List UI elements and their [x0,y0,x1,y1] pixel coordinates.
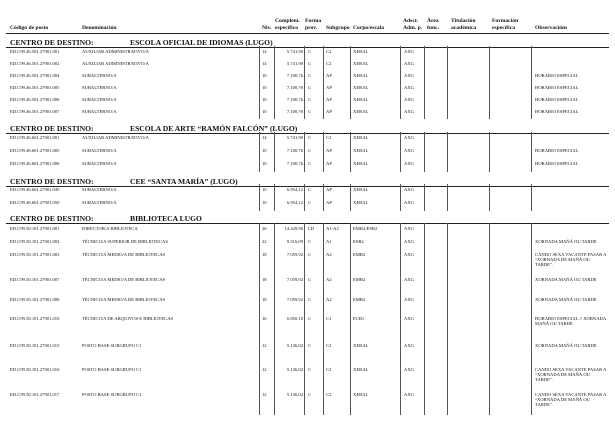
cell-observacions: CANDO SEXA VACANTE PASAR A “XORNADA DE MAÑÁ OU TARDE”. [535,252,607,268]
cell-adscricion: AXG [404,187,414,192]
cell-forma: C [308,239,312,244]
cell-codigo: ED.C99.46.501.27901.006 [10,97,60,102]
cell-corpo: ECB1 [353,316,365,321]
cell-complemento: 5.741,90 [286,135,303,140]
cell-denominacion: TÉCNICO/A SUPERIOR DE BIBLIOTECAS [82,239,168,244]
cell-complemento: 7.100,76 [286,97,303,102]
table-row [0,276,615,296]
cell-nivel: 12 [262,392,267,397]
cell-adscricion: AXG [404,297,414,302]
table-row [0,186,615,199]
cell-forma: C [308,109,312,114]
centro-label: CENTRO DE DESTINO: [10,38,94,47]
header-titulacion-2: académica [451,25,477,31]
cell-complemento: 7.059,92 [286,252,303,257]
cell-subgrupo: AP [326,109,332,114]
cell-forma: LD [308,226,315,231]
cell-subgrupo: AP [326,97,332,102]
cell-complemento: 7.100,76 [286,109,303,114]
cell-forma: C [308,343,312,348]
column-divider [323,223,324,415]
column-divider [259,223,260,415]
header-formacion-2: específica [492,25,515,31]
cell-denominacion: SUBALTERNO/A [82,85,117,90]
cell-nivel: 18 [262,252,267,257]
cell-complemento: 6.954,12 [286,187,303,192]
cell-nivel: 10 [262,73,267,78]
table-row [0,48,615,60]
cell-observacions: HORARIO ESPECIAL // XORNADA MAÑÁ OU TARDE [535,316,606,327]
column-divider [531,184,532,211]
cell-corpo: XERAL [353,135,369,140]
cell-adscricion: AXG [404,61,414,66]
table-row [0,72,615,84]
section-title [10,177,238,186]
column-divider [424,223,425,415]
column-divider [531,46,532,119]
column-divider [350,132,351,172]
cell-observacions: XORNADA MAÑÁ OU TARDE [535,239,597,244]
column-divider [424,132,425,172]
header-observacions: Observacións [535,25,568,31]
cell-denominacion: AUXILIAR ADMINISTRATIVO/A [82,135,149,140]
cell-subgrupo: C2 [326,61,332,66]
cell-subgrupo: AP [326,85,332,90]
header-adscricion-1: Adscr. [403,18,419,24]
cell-complemento: 7.100,76 [286,161,303,166]
section-title [10,124,297,133]
cell-codigo: ED.C99.50.101.27901.016 [10,367,60,372]
cell-denominacion: DIRECTOR/A BIBLIOTECA [82,226,138,231]
header-rule [6,33,609,34]
cell-denominacion: SUBALTERNO/A [82,161,117,166]
header-area-1: Área [427,18,439,24]
cell-adscricion: AXG [404,252,414,257]
cell-codigo: ED.C99.50.101.27901.007 [10,277,60,282]
cell-subgrupo: AP [326,148,332,153]
cell-forma: C [308,135,312,140]
column-divider [259,184,260,211]
cell-forma: C [308,252,312,257]
cell-complemento: 5.136,02 [286,343,303,348]
centro-name: ESCOLA OFICIAL DE IDIOMAS (LUGO) [130,38,273,47]
cell-codigo: ED.C99.46.601.27901.005 [10,148,60,153]
centro-name: BIBLIOTECA LUGO [130,214,202,223]
cell-corpo: XERAL [353,148,369,153]
cell-forma: C [308,161,312,166]
cell-observacions: XORNADA MAÑÁ OU TARDE [535,277,597,282]
table-row [0,96,615,108]
cell-nivel: 14 [262,49,267,54]
cell-complemento: 5.741,90 [286,49,303,54]
header-nivel: Niv. [262,25,272,31]
header-formacion-1: Formación [492,18,519,24]
cell-denominacion: TÉCNICO/A DE ARQUIVOS E BIBLIOTECAS [82,316,174,321]
table-row [0,238,615,251]
table-row [0,342,615,366]
cell-forma: C [308,277,312,282]
column-divider [274,184,275,211]
table-row [0,147,615,160]
column-divider [400,184,401,211]
centro-name: ESCOLA DE ARTE “RAMÓN FALCÓN” (LUGO) [130,124,298,133]
column-divider [350,46,351,119]
table-row [0,296,615,315]
cell-codigo: ED.C99.50.101.27901.008 [10,297,60,302]
column-divider [424,184,425,211]
cell-denominacion: SUBALTERNO/A [82,200,117,205]
cell-nivel: 10 [262,161,267,166]
cell-corpo: ESB2 [353,239,364,244]
cell-nivel: 10 [262,97,267,102]
cell-corpo: XERAL [353,367,369,372]
cell-forma: C [308,61,312,66]
column-divider [350,223,351,415]
cell-subgrupo: C2 [326,367,332,372]
column-divider [531,223,532,415]
column-divider [400,46,401,119]
cell-codigo: ED.C99.50.101.27901.002 [10,239,60,244]
cell-complemento: 7.100,76 [286,73,303,78]
cell-corpo: EMB2 [353,277,366,282]
cell-observacions: HORARIO ESPECIAL [535,73,579,78]
cell-corpo: XERAL [353,97,369,102]
cell-forma: C [308,85,312,90]
cell-adscricion: AXG [404,73,414,78]
cell-forma: C [308,297,312,302]
cell-complemento: 7.059,92 [286,277,303,282]
cell-nivel: 10 [262,85,267,90]
column-divider [531,132,532,172]
cell-complemento: 7.100,76 [286,148,303,153]
cell-observacions: HORARIO ESPECIAL [535,161,579,166]
cell-subgrupo: C2 [326,343,332,348]
cell-corpo: XERAL [353,343,369,348]
header-denominacion: Denominación [82,25,117,31]
cell-corpo: XERAL [353,161,369,166]
cell-codigo: ED.C99.50.101.27901.003 [10,252,60,257]
cell-nivel: 12 [262,367,267,372]
cell-subgrupo: A2 [326,252,332,257]
cell-nivel: 18 [262,297,267,302]
cell-denominacion: SUBALTERNO/A [82,109,117,114]
cell-adscricion: AXG [404,97,414,102]
cell-adscricion: AXG [404,367,414,372]
cell-nivel: 12 [262,343,267,348]
cell-adscricion: AXG [404,135,414,140]
header-complemento-1: Complem. [275,18,300,24]
column-divider [304,132,305,172]
cell-complemento: 14.429,96 [284,226,303,231]
cell-denominacion: TÉCNICO/A MEDIO/A DE BIBLIOTECAS [82,277,166,282]
cell-corpo: XERAL [353,85,369,90]
header-subgrupo: Subgrupo [326,25,350,31]
cell-denominacion: POSTO BASE SUBGRUPO C1 [82,343,142,348]
cell-nivel: 26 [262,226,267,231]
cell-corpo: XERAL [353,49,369,54]
centro-name: CEE “SANTA MARÍA” (LUGO) [130,177,238,186]
cell-forma: C [308,367,312,372]
column-divider [447,46,448,119]
cell-denominacion: AUXILIAR ADMINISTRATIVO/A [82,61,149,66]
column-divider [259,132,260,172]
column-divider [259,46,260,119]
cell-subgrupo: C2 [326,392,332,397]
cell-codigo: ED.C99.50.101.27901.001 [10,226,60,231]
column-divider [447,184,448,211]
cell-codigo: ED.C99.46.501.27901.007 [10,109,60,114]
centro-label: CENTRO DE DESTINO: [10,177,94,186]
header-forma-2: prov. [305,25,318,31]
column-divider [447,132,448,172]
cell-forma: C [308,200,312,205]
cell-nivel: 10 [262,187,267,192]
cell-nivel: 10 [262,200,267,205]
cell-adscricion: AXG [404,148,414,153]
cell-complemento: 6.850,10 [286,316,303,321]
column-divider [304,223,305,415]
cell-subgrupo: AP [326,161,332,166]
header-area-2: func. [427,25,439,31]
cell-complemento: 7.059,92 [286,297,303,302]
cell-denominacion: SUBALTERNO/A [82,97,117,102]
cell-nivel: 22 [262,239,267,244]
cell-observacions: XORNADA MAÑÁ OU TARDE [535,297,597,302]
cell-corpo: XERAL [353,187,369,192]
centro-label: CENTRO DE DESTINO: [10,214,94,223]
table-row [0,199,615,212]
cell-adscricion: AXG [404,239,414,244]
cell-nivel: 16 [262,316,267,321]
cell-codigo: ED.C99.50.101.27901.017 [10,392,60,397]
cell-forma: C [308,148,312,153]
column-divider [400,223,401,415]
header-complemento-2: específico [275,25,298,31]
cell-observacions: HORARIO ESPECIAL [535,148,579,153]
section-rule [6,223,609,224]
cell-forma: C [308,97,312,102]
cell-forma: C [308,316,312,321]
cell-subgrupo: AP [326,187,332,192]
cell-forma: C [308,392,312,397]
column-divider [323,46,324,119]
table-row [0,60,615,72]
cell-observacions: CANDO SEXA VACANTE PASAR A “XORNADA DE MAÑÁ OU TARDE”. [535,367,607,383]
header-adscricion-2: Adm. p. [403,25,423,31]
table-row [0,251,615,276]
cell-adscricion: AXG [404,109,414,114]
cell-subgrupo: A2 [326,297,332,302]
cell-complemento: 6.954,12 [286,200,303,205]
cell-subgrupo: C1 [326,316,332,321]
cell-forma: C [308,187,312,192]
cell-denominacion: POSTO BASE SUBGRUPO C1 [82,392,142,397]
cell-corpo: XERAL [353,200,369,205]
cell-denominacion: POSTO BASE SUBGRUPO C1 [82,367,142,372]
centro-label: CENTRO DE DESTINO: [10,124,94,133]
cell-adscricion: AXG [404,343,414,348]
cell-corpo: EMB2/ESB2 [353,226,378,231]
cell-observacions: HORARIO ESPECIAL [535,109,579,114]
column-divider [489,223,490,415]
cell-nivel: 18 [262,277,267,282]
cell-observacions: HORARIO ESPECIAL [535,97,579,102]
cell-codigo: ED.C99.46.501.27901.004 [10,73,60,78]
cell-subgrupo: AP [326,73,332,78]
cell-adscricion: AXG [404,49,414,54]
cell-nivel: 10 [262,109,267,114]
cell-complemento: 7.100,76 [286,85,303,90]
column-divider [489,184,490,211]
header-titulacion-1: Titulación [451,18,476,24]
table-row [0,84,615,96]
cell-complemento: 5.136,02 [286,392,303,397]
cell-codigo: ED.C99.46.601.27901.001 [10,135,60,140]
column-divider [304,46,305,119]
table-row [0,134,615,147]
cell-denominacion: TÉCNICO/A MEDIO/A DE BIBLIOTECAS [82,297,166,302]
cell-complemento: 9.516,09 [286,239,303,244]
column-divider [323,184,324,211]
cell-denominacion: AUXILIAR ADMINISTRATIVO/A [82,49,149,54]
cell-complemento: 5.136,02 [286,367,303,372]
cell-codigo: ED.C99.46.501.27901.002 [10,61,60,66]
column-divider [424,46,425,119]
header-codigo: Código de posto [10,25,49,31]
column-divider [489,132,490,172]
cell-codigo: ED.C99.46.601.27901.049 [10,187,60,192]
column-divider [489,46,490,119]
cell-denominacion: TÉCNICO/A MEDIO/A DE BIBLIOTECAS [82,252,166,257]
cell-forma: C [308,73,312,78]
cell-codigo: ED.C99.50.101.27901.015 [10,343,60,348]
cell-nivel: 14 [262,61,267,66]
cell-subgrupo: A1 [326,239,332,244]
column-divider [274,46,275,119]
table-row [0,315,615,342]
cell-adscricion: AXG [404,161,414,166]
cell-codigo: ED.C99.46.601.27901.050 [10,200,60,205]
cell-codigo: ED.C99.46.501.27901.001 [10,49,60,54]
cell-corpo: XERAL [353,392,369,397]
table-row [0,108,615,120]
cell-codigo: ED.C99.46.501.27901.005 [10,85,60,90]
column-divider [447,223,448,415]
cell-denominacion: SUBALTERNO/A [82,187,117,192]
cell-corpo: XERAL [353,73,369,78]
cell-subgrupo: A2 [326,277,332,282]
column-divider [350,184,351,211]
cell-adscricion: AXG [404,85,414,90]
cell-observacions: HORARIO ESPECIAL [535,85,579,90]
column-divider [304,184,305,211]
cell-adscricion: AXG [404,277,414,282]
section-title [10,38,273,47]
cell-corpo: EMB2 [353,252,366,257]
cell-denominacion: SUBALTERNO/A [82,73,117,78]
cell-codigo: ED.C99.46.601.27901.006 [10,161,60,166]
table-row [0,391,615,416]
column-divider [274,223,275,415]
table-row [0,366,615,391]
cell-adscricion: AXG [404,392,414,397]
cell-corpo: XERAL [353,61,369,66]
cell-subgrupo: C2 [326,49,332,54]
cell-observacions: XORNADA MAÑÁ OU TARDE [535,343,597,348]
cell-nivel: 10 [262,148,267,153]
cell-complemento: 5.741,90 [286,61,303,66]
table-row [0,160,615,173]
table-row [0,225,615,238]
column-divider [400,132,401,172]
section-title [10,214,202,223]
cell-corpo: XERAL [353,109,369,114]
cell-adscricion: AXG [404,200,414,205]
cell-nivel: 14 [262,135,267,140]
cell-subgrupo: A1-A2 [326,226,339,231]
cell-adscricion: AXG [404,226,414,231]
cell-subgrupo: AP [326,200,332,205]
cell-denominacion: SUBALTERNO/A [82,148,117,153]
cell-forma: C [308,49,312,54]
header-forma-1: Forma [305,18,322,24]
header-corpo: Corpo/escala [353,25,385,31]
column-divider [323,132,324,172]
column-divider [274,132,275,172]
cell-adscricion: AXG [404,316,414,321]
cell-codigo: ED.C99.50.101.27901.010 [10,316,60,321]
cell-observacions: CANDO SEXA VACANTE PASAR A “XORNADA DE MAÑÁ OU TARDE”. [535,392,607,408]
cell-corpo: EMB2 [353,297,366,302]
cell-subgrupo: C2 [326,135,332,140]
